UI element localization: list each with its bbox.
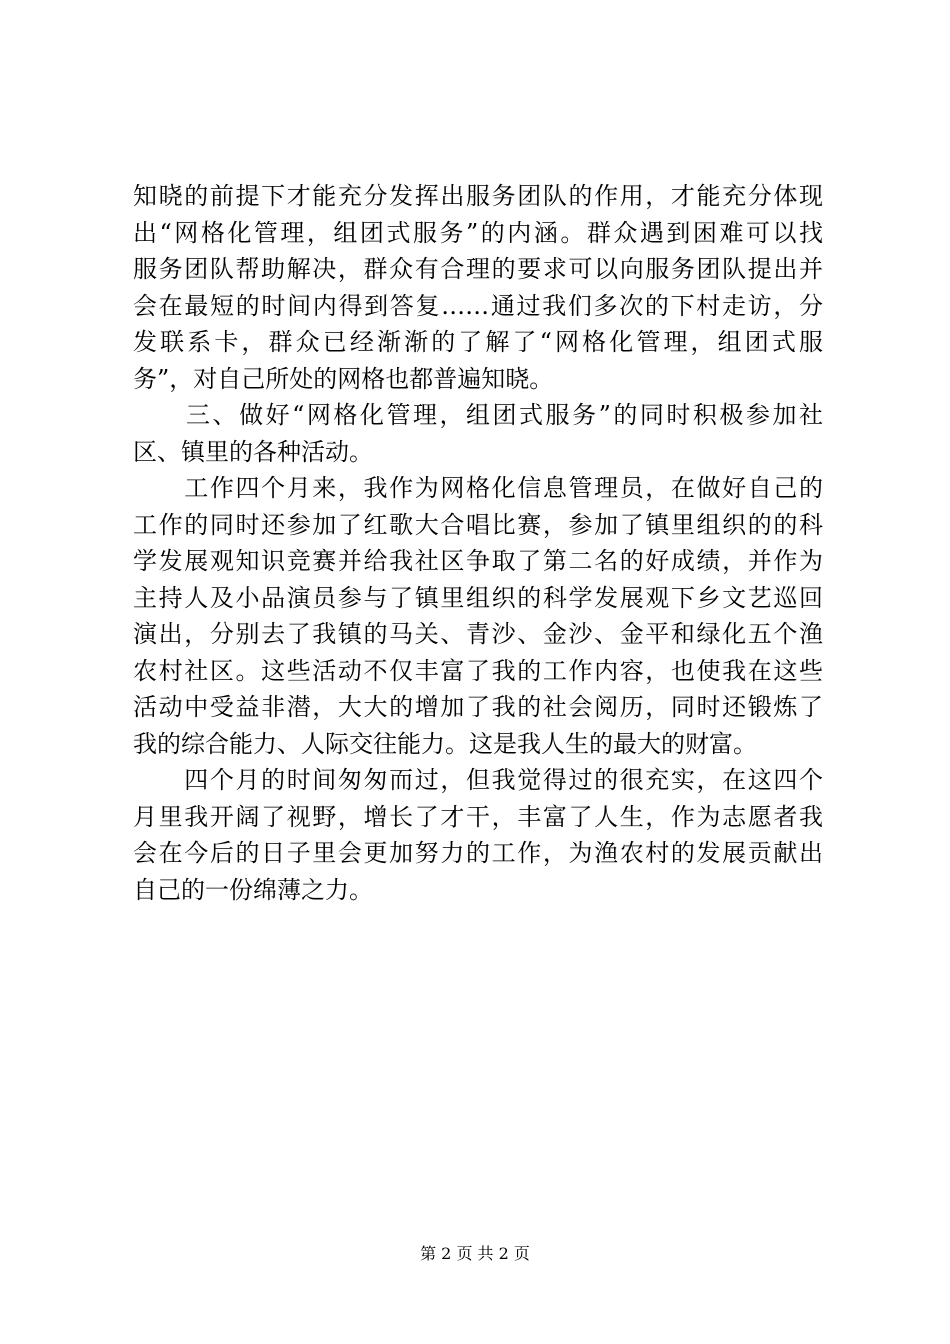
text-line: 农村社区。这些活动不仅丰富了我的工作内容，也使我在这些 [133, 656, 823, 685]
text-line: 务”，对自己所处的网格也都普遍知晓。 [133, 364, 554, 393]
text-line: 会在今后的日子里会更加努力的工作，为渔农村的发展贡献出 [133, 839, 823, 867]
text-line: 演出，分别去了我镇的马关、青沙、金沙、金平和绿化五个渔 [133, 620, 823, 648]
text-line: 工作的同时还参加了红歌大合唱比赛，参加了镇里组织的的科 [133, 510, 823, 539]
text-line: 出“网格化管理，组团式服务”的内涵。群众遇到困难可以找 [133, 218, 823, 247]
document-body [133, 178, 823, 908]
section-heading-line: 区、镇里的各种活动。 [133, 437, 373, 466]
text-line: 工作四个月来，我作为网格化信息管理员，在做好自己的 [133, 474, 823, 502]
text-line: 月里我开阔了视野，增长了才干，丰富了人生，作为志愿者我 [133, 802, 823, 831]
text-line: 自己的一份绵薄之力。 [133, 875, 373, 904]
text-line: 发联系卡，群众已经渐渐的了解了“网格化管理，组团式服 [133, 328, 823, 356]
text-line: 主持人及小品演员参与了镇里组织的科学发展观下乡文艺巡回 [133, 583, 823, 612]
text-line: 我的综合能力、人际交往能力。这是我人生的最大的财富。 [133, 729, 757, 758]
text-line: 活动中受益非潜，大大的增加了我的社会阅历，同时还锻炼了 [133, 693, 823, 721]
text-line: 学发展观知识竞赛并给我社区争取了第二名的好成绩，并作为 [133, 547, 823, 575]
text-line: 四个月的时间匆匆而过，但我觉得过的很充实，在这四个 [133, 766, 823, 794]
page-number-footer: 第 2 页 共 2 页 [420, 1244, 530, 1263]
text-line: 服务团队帮助解决，群众有合理的要求可以向服务团队提出并 [133, 255, 823, 283]
section-heading-line: 三、做好“网格化管理，组团式服务”的同时积极参加社 [133, 401, 823, 429]
text-line: 会在最短的时间内得到答复……通过我们多次的下村走访，分 [133, 291, 823, 320]
text-line: 知晓的前提下才能充分发挥出服务团队的作用，才能充分体现 [133, 182, 823, 210]
